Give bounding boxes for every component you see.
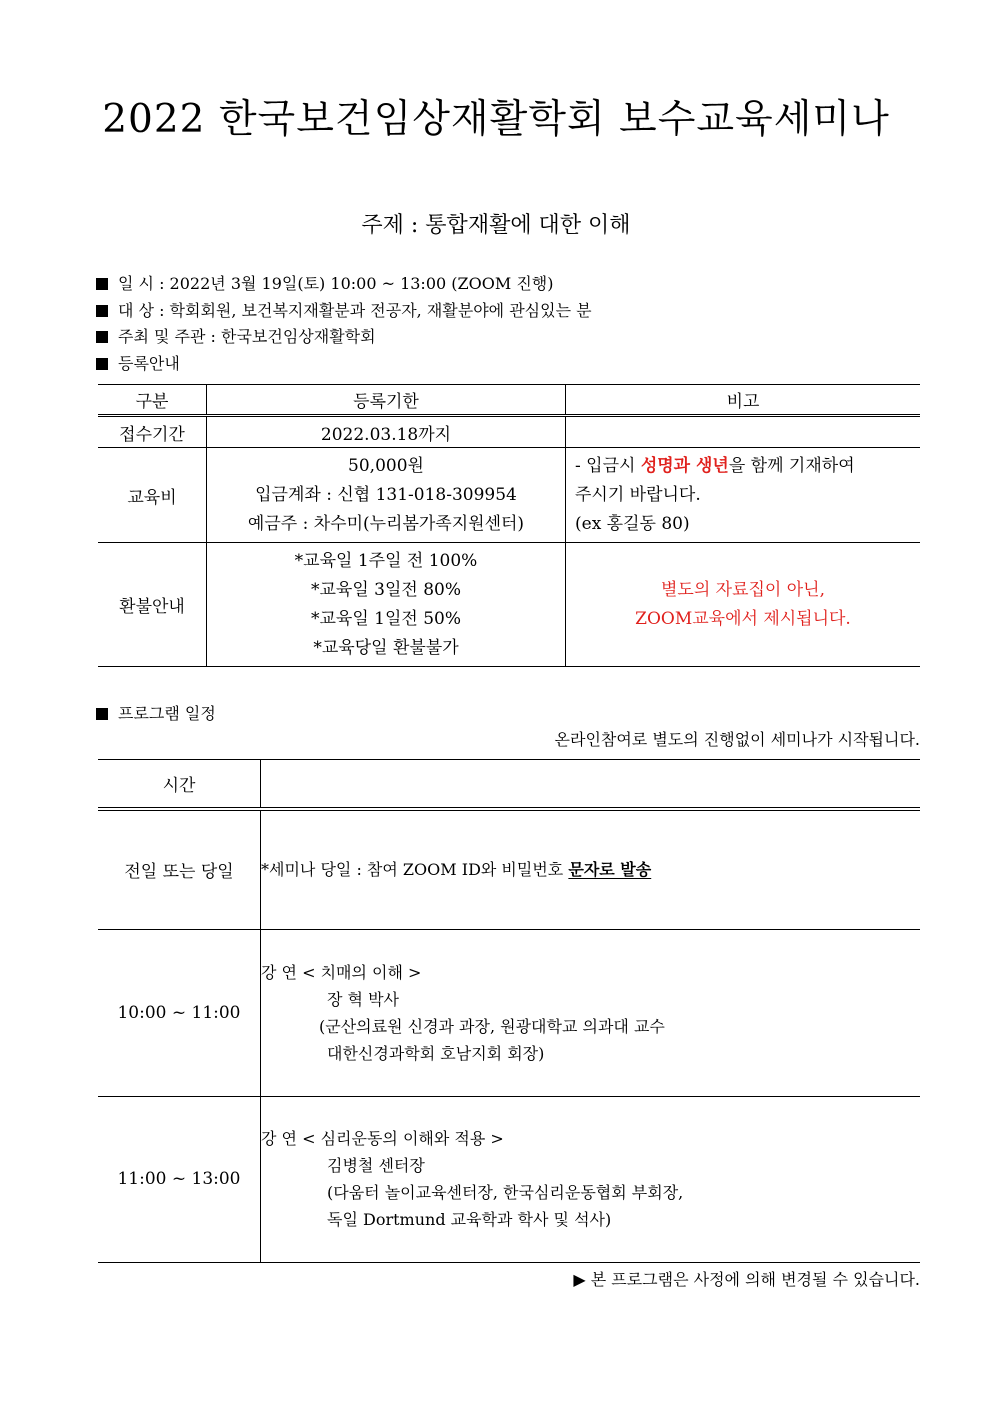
program-footer-note: ▶ 본 프로그램은 사정에 의해 변경될 수 있습니다. [573,1270,920,1289]
lecture-title: 강 연 < 심리운동의 이해와 적용 > [261,1129,504,1148]
header-time: 시간 [98,760,261,810]
refund-note-line1: 별도의 자료집이 아닌, [660,579,825,600]
square-bullet-icon [96,278,108,290]
info-target-text: 대 상 : 학회회원, 보건복지재활분과 전공자, 재활분야에 관심있는 분 [118,301,592,320]
fee-holder: 예금주 : 차수미(누리봄가족지원센터) [247,513,525,534]
pre-event-line [261,856,920,883]
speaker-name: 장 혁 박사 [327,989,399,1009]
time-cell: 전일 또는 당일 [98,809,261,929]
fee-note-line3: (ex 홍길동 80) [575,513,690,534]
table-row [98,929,920,1096]
square-bullet-icon [96,708,108,720]
period-value: 2022.03.18까지 [207,416,566,448]
square-bullet-icon [96,358,108,370]
refund-note [566,543,921,667]
info-date [96,271,553,294]
fee-note-line2: 주시기 바랍니다. [575,484,701,505]
table-row [98,543,920,667]
pre-event-text: *세미나 당일 : 참여 ZOOM ID와 비밀번호 [261,860,569,880]
page-title: 2022 한국보건임상재활학회 보수교육세미나 [102,97,890,142]
fee-account: 입금계좌 : 신협 131-018-309954 [255,484,517,505]
program-heading [96,701,216,724]
time-cell: 11:00 ~ 13:00 [98,1096,261,1262]
table-row [98,416,920,448]
period-note [566,416,921,448]
registration-table [98,384,920,667]
refund-item: *교육일 3일전 80% [310,579,462,600]
refund-label: 환불안내 [98,543,207,667]
info-target [96,298,592,321]
speaker-name: 김병철 센터장 [327,1156,425,1175]
square-bullet-icon [96,331,108,343]
header-note: 비고 [566,385,921,416]
refund-item: *교육당일 환불불가 [313,637,459,658]
info-host [96,324,376,347]
table-header-row [98,385,920,416]
refund-items [207,543,566,667]
fee-label: 교육비 [98,448,207,543]
online-note: 온라인참여로 별도의 진행없이 세미나가 시작됩니다. [554,730,920,749]
speaker-affiliation: 독일 Dortmund 교육학과 학사 및 석사) [327,1210,612,1229]
info-host-text: 주최 및 주관 : 한국보건임상재활학회 [118,327,376,346]
fee-note-suffix: 을 함께 기재하여 [728,455,855,476]
fee-note-line1 [575,452,920,481]
lecture-cell [261,929,921,1096]
square-bullet-icon [96,305,108,317]
speaker-affiliation: (군산의료원 신경과 과장, 원광대학교 의과대 교수 [319,1016,665,1036]
fee-note-highlight: 성명과 생년 [640,455,729,476]
refund-item: *교육일 1일전 50% [310,608,462,629]
header-content [261,760,921,810]
seminar-topic: 주제 : 통합재활에 대한 이해 [361,213,631,238]
header-deadline: 등록기한 [207,385,566,416]
program-table [98,759,920,1263]
table-header-row [98,760,920,810]
sms-emphasis: 문자로 발송 [568,860,652,880]
table-row [98,448,920,543]
fee-note-prefix: - 입금시 [575,455,641,476]
speaker-affiliation: 대한신경과학회 호남지회 회장) [327,1043,545,1063]
header-category: 구분 [98,385,207,416]
fee-amount: 50,000원 [348,455,424,476]
table-row [98,809,920,929]
fee-note [566,448,921,543]
pre-event-cell [261,809,921,929]
info-registration-text: 등록안내 [118,354,180,373]
table-row [98,1096,920,1262]
lecture-cell [261,1096,921,1262]
speaker-affiliation: (다움터 놀이교육센터장, 한국심리운동협회 부회장, [327,1183,684,1202]
fee-details [207,448,566,543]
time-cell: 10:00 ~ 11:00 [98,929,261,1096]
info-date-text: 일 시 : 2022년 3월 19일(토) 10:00 ~ 13:00 (ZOOM 진행) [118,274,554,293]
period-label: 접수기간 [98,416,207,448]
lecture-title: 강 연 < 치매의 이해 > [261,962,422,982]
info-registration [96,351,180,374]
refund-item: *교육일 1주일 전 100% [294,550,478,571]
refund-note-line2: ZOOM교육에서 제시됩니다. [635,608,851,629]
program-heading-text: 프로그램 일정 [118,704,216,723]
